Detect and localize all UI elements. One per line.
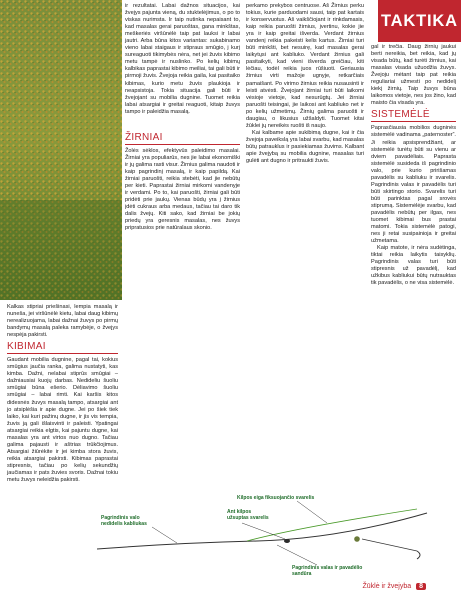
photo-bush bbox=[0, 0, 122, 300]
column-4 bbox=[371, 44, 456, 288]
diagram-top-label: Kilpos eiga fiksuojančio svarelis bbox=[237, 495, 315, 501]
diagram-bottom-label: Pagrindinis valas ir pavadėlio sandūra bbox=[292, 565, 363, 577]
rig-diagram bbox=[97, 493, 437, 585]
heading-zirniai: ŽIRNIAI bbox=[125, 132, 240, 145]
col3-paragraph: perkamo prekybos centruose. Aš Žirnius perku tokius, kurie parduodami sausi, taip pat kartais ir konservuotus. Aš vaikščiojant ir rinkdamasis, kaip reikia paruošti žirnius, įvertinu, kokie jie yra ir kaip greitai išverda. Verdant žirnius vandenį reikia pakeisti kelis kartus. Žirniai turi būti minkšti, bet nesuirę, kad masalas gerai laikytųsi ant kabliuko. Verdant žirnius gali pasitaikyti, kad vieni išverda greičiau, kiti lėčiau, todėl reikia juos rūšiuoti. Geriausia žirnius virti mažoje ugnyje, retkarčiais pamaišant. Po virimo žirnius reikia nusausinti ir leisti atvėsti. Žvejojant žirniai turi būti laikomi vėsioje vietoje, kad nesurūgtų. Jei žirniai paruošti teisingai, jie laikosi ant kabliuko net ir po kelių užmetimų. Žirnių galima paruošti ir daugiau, o likusius užšaldyti. Tuomet kitai žūklei jų nereikės ruošti iš naujo. bbox=[246, 3, 364, 129]
banner-title: TAKTIKA bbox=[381, 12, 458, 30]
col4-paragraph-3: Kaip matote, ir nėra sudėtinga, tiktai reikia laikytis taisyklių. Pagrindinis valas turi būti stipresnis už pavadėlį, kad užkibus kabliukui būtų nutrauktas tik pavadėlis, o ne visa sistemėlė. bbox=[371, 245, 456, 287]
col4-paragraph: gal ir trečia. Daug žirnių jaukui berti nereikia, bet reikia, kad jų visada būtų, kad turėti žirnius, kai masalas visada užuodžia žuvys. Žvejoju mėtant taip pat reikia reguliariai užmesti po nedidelį kiekį žirnių. Taip žuvys būna laikomos vietoje, nes jos žino, kad maisto čia visada yra. bbox=[371, 44, 456, 107]
heading-sistemele: SISTEMĖLĖ bbox=[371, 109, 456, 122]
rig-drawing bbox=[97, 493, 437, 585]
col4-paragraph-2: Paprasčiausia mobilios dugninės sistemėlė vadinama „paternoster“. Ji reikia apsisprendžiant, ar sistemėlė turėtų būti su vienu ar dviem pavadėliais. Paprasta sistemėlė susideda iš pagrindinio valo, prie kurio pririšamas pavadėlis su kabliuku ir svarelis. Pagrindinis valas ir pavadėlis turi būti skirtingo storio. Svarelis turi būti parinktas pagal srovės stiprumą. Sistemėlėje svarbu, kad pavadėlis nebūtų per ilgas, nes tuomet kibimai bus prastai matomi. Tokia sistemėlė patogi, nes ji retai susipainioja ir greitai užmetama. bbox=[371, 125, 456, 245]
diagram-left-label: Pagrindinis valo nedidelis kabliukas bbox=[101, 515, 147, 527]
footer-text: Žūklė ir žvejyba bbox=[362, 583, 412, 590]
bush-image bbox=[0, 0, 122, 300]
section-banner bbox=[378, 0, 461, 42]
heading-kibimai: KIBIMAI bbox=[7, 341, 118, 354]
diagram-middle-label: Ant kilpos užsuptas svarelis bbox=[227, 509, 269, 521]
column-3 bbox=[246, 3, 364, 165]
page-footer bbox=[363, 583, 427, 590]
col2-paragraph-2: Žolės sėklos, efektyvūs paleidimo masalai. Žirniai yra populiarūs, nes jie labai ekonomiški ir jų galima rasti visur. Žirnius galima naudoti ir kaip pagrindinį masalą, ir kaip papildą. Kai žirniai paruošti, reikia stebėti, kad jie nebūtų per kieti. Paprastai žirniai mirkomi vandenyje ir verdami. Po to, kai paruošti, žirniai gali būti pridėti prie jaukų. Vienas būdų yra į žirnius įdėti cukraus arba medaus, tačiau tai daro tik dalis žvejų. Kiti sako, kad žirniai be jokių priedų yra geresnis masalas, nes žuvys pripratusios prie natūralaus skonio. bbox=[125, 147, 240, 232]
col2-paragraph: ir rezultatai. Labai dažnos situacijos, kai žvejys pajunta vieną, du stuktelėjimus, o po to viskas nurimsta. Ir taip nutinka nepaisant to, kad masalas gerai paruoštas, gana minkštas, meškeriės viršūnėlė taip pat lauksi ir labai jautri. Arba būna kitos variantas: sukabinamo vieno labai staigaus ir stipraus smūgio, į kurį sureaguoti tikimybės nėra, net jei žuvis kibimo metu tampė ir nuslinko. Po kelių kibimų kalbikas paprastai kibimo meiliai, tai gali būti ir pirmoji žuvis. Žvejoja reikia gaila, kai pasitaiko kibimas, kurio metu žuvis plaukioja ir neapsistoja. Tokia situacija gali būti ir žvejojant su mobilia dugnine. Tuomet reikia labai atsargiai ir greitai reaguoti, kitaip žuvys tampo ir paleidžia masalą. bbox=[125, 3, 240, 115]
col1-paragraph-2: Gaudant mobilia dugnine, pagal tai, kokius smūgius jaučia ranka, galima nustatyti, kas kimba. Dažni, nelabai stiprūs smūgiai – dažniausiai kuojų darbas. Nedideliu šuoliu smūgiai būna ešerio. Dėliavimo šuoliu smūgiai – labai rimti. Kai karšis kitos didesnės žuvys masalą tampo, atsargiai ant jo atsiplėšia ir apie dugne. Jei po šiek tiek laiko, kai kuri pažinų dugne, ir jis vis tempia, žuvis ją gali išlaisvinti ir paleisti. Ypatingai atsargiai reikia elgtis, kai pajuntu dugne, kai masalas yra ant virtos nuo dugno. Tačiau galima pajausti ir aštrias trūkčiojimus. Atsargiai žiūrėkite ir jei kimba stora žuvis, reikia atsargiai pakirsti. Kibimas paprastai stipresnis, tačiau po kelių sekundžių jaučiamas ir pats žuvies svoris. Dažnai tokiu metu žuvys neleidžia pakirsti. bbox=[7, 357, 118, 484]
col1-paragraph: Kalkas stipriai priešinasi, lempia masalą ir nuneša, jei viršūnėlė kietu, labai daug kibimų nerealizuojama, labai dažnai žuvys po pirmų bandymų masalą paleka ramybėje, o žvejys nespėja pakirsti. bbox=[7, 304, 119, 339]
page-number: 8 bbox=[416, 583, 426, 590]
column-2 bbox=[125, 3, 240, 232]
col3-paragraph-2: Kai kalbame apie sukibimą dugne, kai ir čia žvejoja paveikslą yra labai svarbu, kad masalas būtų patrauklus ir pasiekiamas žuvims. Kalbant apie žvejybą su mobilia dugnine, masalas turi gulėti ant dugno ir pritraukti žuvis. bbox=[246, 129, 364, 165]
column-1 bbox=[7, 304, 118, 484]
